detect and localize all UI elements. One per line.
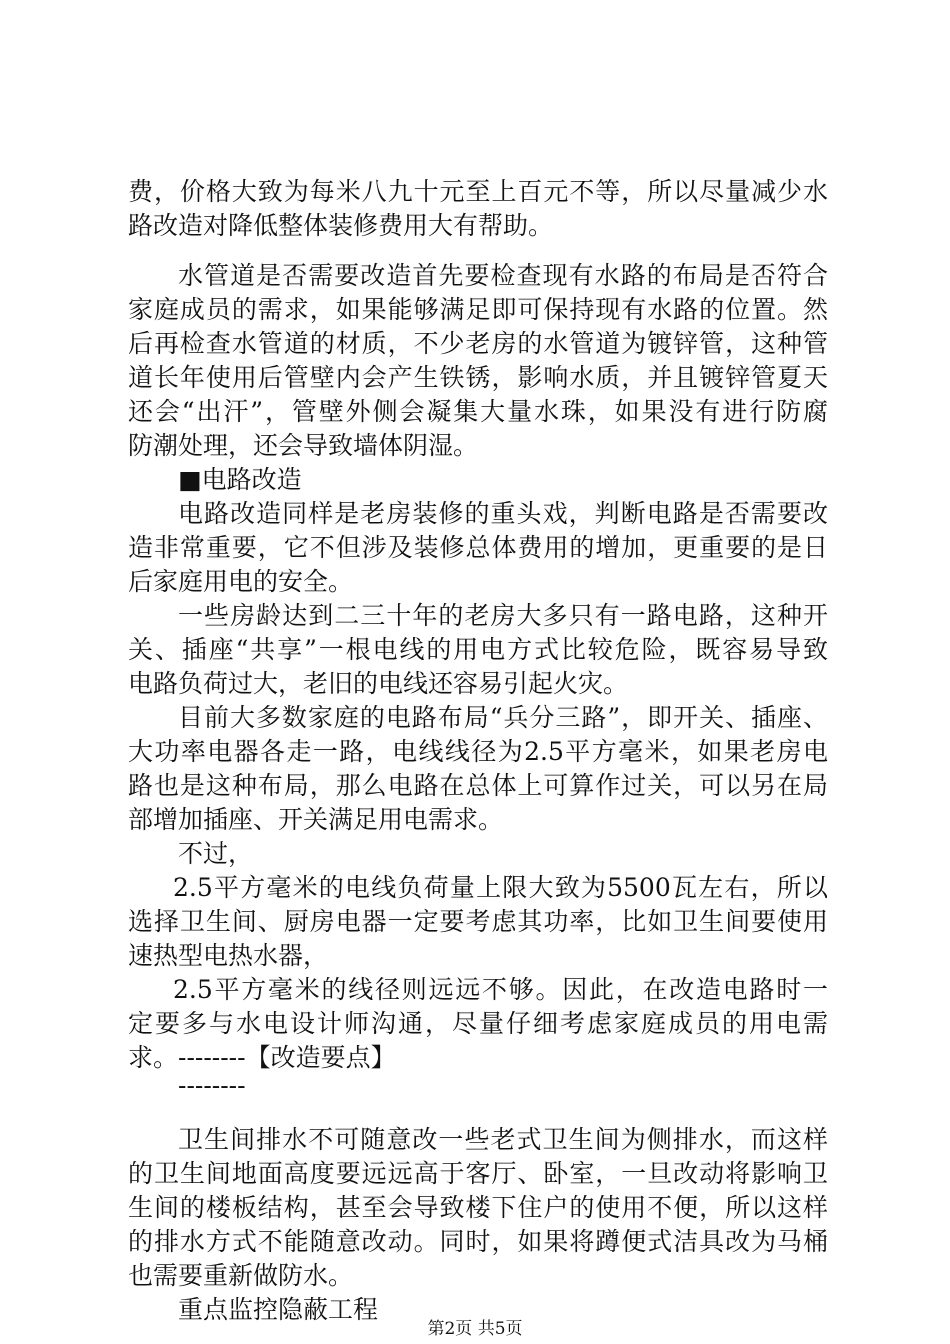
text-line: 不过， — [178, 839, 254, 868]
text-line: 部增加插座、开关满足用电需求。 — [128, 805, 504, 834]
text-line: 大功率电器各走一路，电线线径为2.5平方毫米，如果老房电 — [128, 737, 828, 766]
text-line: 水管道是否需要改造首先要检查现有水路的布局是否符合 — [178, 261, 828, 290]
text-line: 防潮处理，还会导致墙体阴湿。 — [128, 431, 479, 460]
page-footer: 第2页 共5页 — [427, 1319, 523, 1339]
text-line: 的排水方式不能随意改动。同时，如果将蹲便式洁具改为马桶 — [128, 1227, 828, 1256]
text-line: 速热型电热水器， — [128, 941, 329, 970]
text-line: 电路负荷过大，老旧的电线还容易引起火灾。 — [128, 669, 629, 698]
text-line: 关、插座“共享”一根电线的用电方式比较危险，既容易导致 — [128, 635, 828, 664]
text-line: 一些房龄达到二三十年的老房大多只有一路电路，这种开 — [178, 601, 828, 630]
text-line: 造非常重要，它不但涉及装修总体费用的增加，更重要的是日 — [128, 533, 828, 562]
section-heading: 重点监控隐蔽工程 — [178, 1295, 379, 1324]
text-line: 还会“出汗”，管壁外侧会凝集大量水珠，如果没有进行防腐 — [128, 397, 828, 426]
text-line: 选择卫生间、厨房电器一定要考虑其功率，比如卫生间要使用 — [128, 907, 828, 936]
text-line: 费，价格大致为每米八九十元至上百元不等，所以尽量减少水 — [128, 177, 828, 206]
text-line: 生间的楼板结构，甚至会导致楼下住户的使用不便，所以这样 — [128, 1193, 828, 1222]
text-line: 2.5平方毫米的电线负荷量上限大致为5500瓦左右，所以 — [173, 873, 828, 902]
text-line: 路也是这种布局，那么电路在总体上可算作过关，可以另在局 — [128, 771, 828, 800]
text-line: 道长年使用后管壁内会产生铁锈，影响水质，并且镀锌管夏天 — [128, 363, 828, 392]
text-line: 卫生间排水不可随意改一些老式卫生间为侧排水，而这样 — [178, 1125, 828, 1154]
text-line: 也需要重新做防水。 — [128, 1261, 354, 1290]
text-line: 后家庭用电的安全。 — [128, 567, 354, 596]
text-line: 后再检查水管道的材质，不少老房的水管道为镀锌管，这种管 — [128, 329, 828, 358]
text-line: 路改造对降低整体装修费用大有帮助。 — [128, 211, 554, 240]
text-line: 求。--------【改造要点】 — [128, 1043, 396, 1072]
section-heading: ■电路改造 — [178, 465, 302, 494]
text-line: -------- — [178, 1071, 246, 1100]
text-line: 目前大多数家庭的电路布局“兵分三路”，即开关、插座、 — [178, 703, 828, 732]
text-line: 定要多与水电设计师沟通，尽量仔细考虑家庭成员的用电需 — [128, 1009, 828, 1038]
text-line: 电路改造同样是老房装修的重头戏，判断电路是否需要改 — [178, 499, 828, 528]
text-line: 的卫生间地面高度要远远高于客厅、卧室，一旦改动将影响卫 — [128, 1159, 828, 1188]
text-line: 家庭成员的需求，如果能够满足即可保持现有水路的位置。然 — [128, 295, 828, 324]
text-line: 2.5平方毫米的线径则远远不够。因此，在改造电路时一 — [173, 975, 828, 1004]
